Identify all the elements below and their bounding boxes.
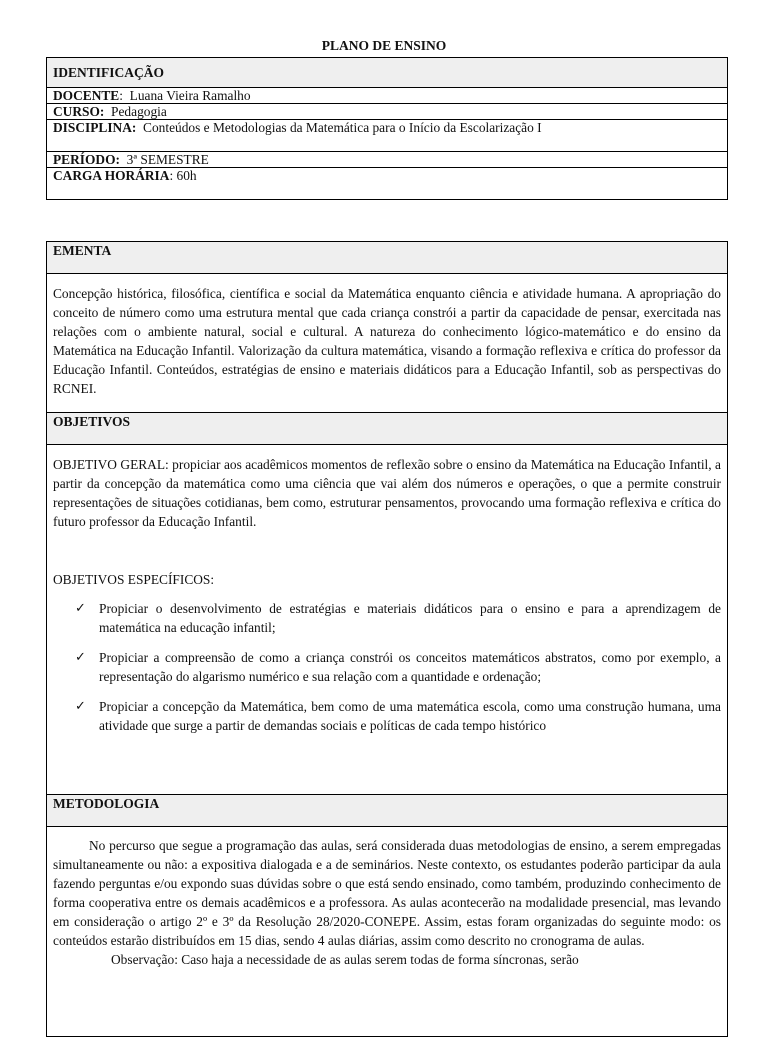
checkmark-icon: ✓ <box>75 699 86 714</box>
disciplina-value: Conteúdos e Metodologias da Matemática para o Início da Escolarização I <box>136 120 542 135</box>
disciplina-row <box>47 120 728 152</box>
identification-table <box>46 57 728 200</box>
docente-value: : Luana Vieira Ramalho <box>119 88 251 103</box>
checkmark-icon: ✓ <box>75 650 86 665</box>
list-item: ✓ Propiciar o desenvolvimento de estratégias e materiais didáticos para o ensino e para a aprendizagem de matemática na educação infantil; <box>75 601 721 635</box>
metodologia-cell <box>47 827 728 1037</box>
checkmark-icon: ✓ <box>75 601 86 616</box>
objetivos-header: OBJETIVOS <box>47 413 728 445</box>
docente-row <box>47 88 728 104</box>
identification-header: IDENTIFICAÇÃO <box>47 58 728 88</box>
metodologia-header: METODOLOGIA <box>47 795 728 827</box>
carga-label: CARGA HORÁRIA <box>53 168 170 183</box>
document-title: PLANO DE ENSINO <box>321 38 447 53</box>
list-item: ✓ Propiciar a compreensão de como a criança constrói os conceitos matemáticos abstratos, como por exemplo, a representação do algarismo numérico e sua relação com a quantidade e ordenação; <box>75 650 721 684</box>
curso-label: CURSO: <box>53 104 105 119</box>
ementa-cell <box>47 274 728 413</box>
periodo-label: PERÍODO: <box>53 152 120 167</box>
ementa-text: Concepção histórica, filosófica, científica e social da Matemática enquanto ciência e atividade humana. A apropriação do conceito de número como uma estrutura mental que cada criança constrói a partir da capacidade de pensar, exercitada nas relações com o ambiente natural, social e cultural. A natureza do conhecimento lógico-matemático e do ensino da Matemática na Educação Infantil. Valorização da cultura matemática, visando a formação reflexiva e crítica do professor da Educação Infantil. Conteúdos, estratégias de ensino e materiais didáticos para a Educação Infantil, sob as perspectivas do RCNEI. <box>53 286 721 396</box>
curso-value: Pedagogia <box>104 104 167 119</box>
objetivos-especificos-list <box>53 600 721 735</box>
periodo-value: 3ª SEMESTRE <box>119 152 209 167</box>
carga-row <box>47 168 728 200</box>
objetivo-geral-text: OBJETIVO GERAL: propiciar aos acadêmicos momentos de reflexão sobre o ensino da Matemática na Educação Infantil, a partir da concepção da matemática como uma ciência que vai além dos números e operações, o que a permite construir representações de situações cotidianas, bem como, estruturar pensamentos, provocando uma formação reflexiva e crítica do futuro professor da Educação Infantil. <box>53 457 721 529</box>
curso-row <box>47 104 728 120</box>
list-item: ✓ Propiciar a concepção da Matemática, bem como de uma matemática escola, como uma construção humana, uma atividade que surge a partir de demandas sociais e políticas de cada tempo histórico <box>75 699 721 733</box>
disciplina-label: DISCIPLINA: <box>53 120 137 135</box>
content-table <box>46 241 728 1037</box>
objetivos-cell <box>47 445 728 795</box>
metodologia-paragraph-1: No percurso que segue a programação das aulas, será considerada duas metodologias de ensino, a serem empregadas simultaneamente ou não: a expositiva dialogada e a de seminários. Neste contexto, os estudantes poderão participar da aula fazendo perguntas e/ou expondo suas dúvidas sobre o que está sendo ensinado, como também, produzindo conhecimento de forma cooperativa entre os demais acadêmicos e a professora. As aulas acontecerão na modalidade presencial, mas levando em consideração o artigo 2º e 3º da Resolução 28/2020-CONEPE. Assim, estas foram organizadas do seguinte modo: os conteúdos estarão distribuídos em 15 dias, sendo 4 aulas diárias, assim como descrito no cronograma de aulas. <box>53 838 721 948</box>
periodo-row <box>47 152 728 168</box>
objetivos-especificos-label: OBJETIVOS ESPECÍFICOS: <box>53 572 215 587</box>
carga-value: : 60h <box>169 168 197 183</box>
docente-label: DOCENTE <box>53 88 120 103</box>
ementa-header: EMENTA <box>47 242 728 274</box>
metodologia-paragraph-2: Observação: Caso haja a necessidade de as aulas serem todas de forma síncronas, serão <box>111 952 579 967</box>
